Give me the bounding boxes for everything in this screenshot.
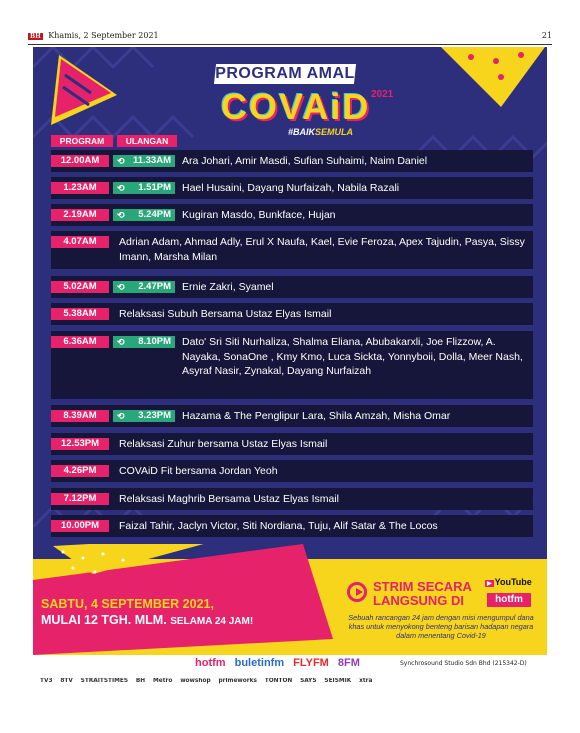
sponsor-buletinfm: buletinfm xyxy=(234,657,285,669)
hashtag-prefix: #BAIK xyxy=(288,127,316,137)
partner-logo: STRAITSTIMES xyxy=(80,678,129,684)
partner-logo: SAYS xyxy=(300,678,317,684)
hashtag-suffix: SEMULA xyxy=(315,127,354,137)
hashtag xyxy=(288,127,368,139)
performers: Relaksasi Subuh Bersama Ustaz Elyas Ismail xyxy=(119,308,332,320)
youtube-play-icon: ▶ xyxy=(487,581,492,587)
repeat-icon: ⟲ xyxy=(117,282,125,292)
event-year: 2021 xyxy=(371,89,394,100)
sponsor-logos xyxy=(195,657,385,671)
page-number: 21 xyxy=(541,31,552,40)
program-time: 12.00AM xyxy=(51,155,109,167)
schedule-row xyxy=(51,405,533,427)
partner-logo: 8TV xyxy=(60,678,73,684)
program-time: 2.19AM xyxy=(51,209,109,221)
schedule-row xyxy=(51,204,533,226)
partner-logo: TONTON xyxy=(264,678,293,684)
sponsor-flyfm: FLYFM xyxy=(293,657,329,669)
program-time: 1.23AM xyxy=(51,182,109,194)
repeat-time-text: 5.24PM xyxy=(138,209,171,220)
repeat-time xyxy=(113,410,175,422)
performers: Ara Johari, Amir Masdi, Sufian Suhaimi, Naim Daniel xyxy=(182,155,428,167)
column-header-ulangan: ULANGAN xyxy=(117,135,177,147)
repeat-time xyxy=(113,336,175,348)
repeat-icon: ⟲ xyxy=(117,411,125,421)
event-time xyxy=(41,613,336,627)
performers: Relaksasi Zuhur bersama Ustaz Elyas Ismail xyxy=(119,438,328,450)
program-time: 5.38AM xyxy=(51,308,109,320)
repeat-time xyxy=(113,182,175,194)
schedule-row xyxy=(51,177,533,199)
performers: Hael Husaini, Dayang Nurfaizah, Nabila Razali xyxy=(182,182,400,194)
repeat-time-text: 3.23PM xyxy=(138,410,171,421)
partner-logo: TV3 xyxy=(40,678,53,684)
decor-triangle-right xyxy=(441,47,545,107)
sponsor-hotfm: hotfm xyxy=(195,657,226,669)
schedule-row xyxy=(51,150,533,172)
performers: Relaksasi Maghrib Bersama Ustaz Elyas Ismail xyxy=(119,493,339,505)
program-time: 6.36AM xyxy=(51,336,109,348)
schedule-row xyxy=(51,515,533,537)
partner-logos xyxy=(40,678,545,690)
performers: COVAiD Fit bersama Jordan Yeoh xyxy=(119,465,278,477)
repeat-time xyxy=(113,281,175,293)
performers: Faizal Tahir, Jaclyn Victor, Siti Nordiana, Tuju, Alif Satar & The Locos xyxy=(119,520,438,532)
partner-logo: xtra xyxy=(359,678,373,684)
schedule-row xyxy=(51,231,533,269)
youtube-logo xyxy=(485,577,535,589)
schedule-row xyxy=(51,488,533,510)
repeat-time-text: 8.10PM xyxy=(138,336,171,347)
event-logo: COVAiD xyxy=(221,86,371,127)
schedule-row xyxy=(51,331,533,399)
company-name: Synchrosound Studio Sdn Bhd (215342-D) xyxy=(400,660,527,667)
program-time: 10.00PM xyxy=(51,520,109,532)
repeat-time-text: 11.33AM xyxy=(132,155,171,166)
column-header-program: PROGRAM xyxy=(51,135,113,147)
masthead-date: Khamis, 2 September 2021 xyxy=(48,31,159,40)
schedule-row xyxy=(51,460,533,482)
covaid-poster xyxy=(33,47,547,655)
start-time: MULAI 12 TGH. MLM. xyxy=(41,613,167,627)
repeat-time-text: 1.51PM xyxy=(138,182,171,193)
event-date: SABTU, 4 SEPTEMBER 2021, xyxy=(41,597,214,611)
repeat-time-text: 2.47PM xyxy=(138,281,171,292)
duration: SELAMA 24 JAM! xyxy=(170,616,254,627)
repeat-icon: ⟲ xyxy=(117,210,125,220)
repeat-icon: ⟲ xyxy=(117,156,125,166)
masthead-rule xyxy=(28,44,552,45)
performers: Dato' Sri Siti Nurhaliza, Shalma Eliana, Abubakarxli, Joe Flizzow, A. Nayaka, SonaOne , Kmy Kmo, Luca Sickta, Yonnyboii, Dolla, Meer Nash, Asyraf Nasir, Zynakal, Dayang Nurfaizah xyxy=(182,336,523,377)
schedule-row xyxy=(51,433,533,455)
performers: Adrian Adam, Ahmad Adly, Erul X Naufa, Kael, Evie Feroza, Apex Tajudin, Pasya, Sissy Imann, Marsha Milan xyxy=(119,236,525,263)
program-time: 5.02AM xyxy=(51,281,109,293)
repeat-time xyxy=(113,155,175,167)
performers: Ernie Zakri, Syamel xyxy=(182,281,274,293)
partner-logo: primeworks xyxy=(218,678,257,684)
play-icon xyxy=(347,582,367,602)
sponsor-8fm: 8FM xyxy=(337,657,360,669)
decor-triangle-left xyxy=(51,55,117,125)
hotfm-logo: hotfm xyxy=(487,593,531,607)
repeat-time xyxy=(113,209,175,221)
program-time: 8.39AM xyxy=(51,410,109,422)
stream-line-1: STRIM SECARA xyxy=(373,579,472,594)
program-time: 12.53PM xyxy=(51,438,109,450)
performers: Hazama & The Penglipur Lara, Shila Amzah, Misha Omar xyxy=(182,410,451,422)
program-time: 4.07AM xyxy=(51,236,109,248)
program-time: 4.26PM xyxy=(51,465,109,477)
paper-logo: BH xyxy=(30,33,41,40)
program-description: Sebuah rancangan 24 jam dengan misi mengumpul dana khas untuk menyokong benteng barisan hadapan negara dalam menentang Covid-19 xyxy=(348,613,534,640)
program-time: 7.12PM xyxy=(51,493,109,505)
partner-logo: SEISMIK xyxy=(324,678,352,684)
masthead xyxy=(28,31,552,43)
partner-logo: BH xyxy=(135,678,146,684)
youtube-text: YouTube xyxy=(494,577,532,587)
repeat-icon: ⟲ xyxy=(117,183,125,193)
poster-title: PROGRAM AMAL xyxy=(215,65,355,82)
stream-line-2: LANGSUNG DI xyxy=(373,593,464,608)
partner-logo: Metro xyxy=(153,678,173,684)
repeat-icon: ⟲ xyxy=(117,337,125,347)
schedule-row xyxy=(51,276,533,298)
performers: Kugiran Masdo, Bunkface, Hujan xyxy=(182,209,336,221)
schedule-row xyxy=(51,303,533,325)
partner-logo: wowshop xyxy=(180,678,211,684)
